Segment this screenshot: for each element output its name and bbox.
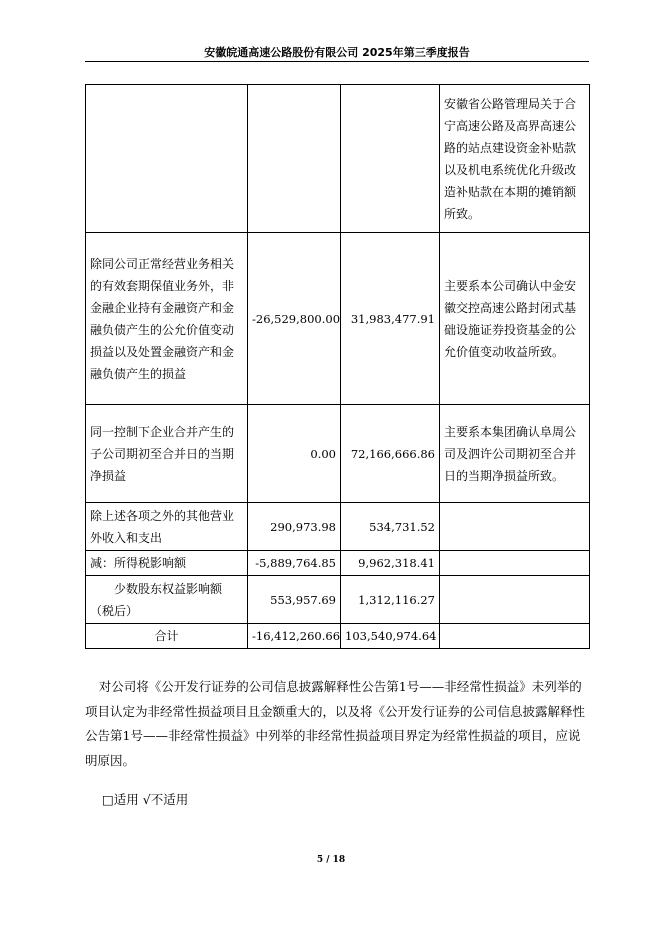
table-row: [86, 551, 590, 576]
page-header: 安徽皖通高速公路股份有限公司 2025年第三季度报告: [85, 44, 589, 62]
row-note: [440, 503, 590, 551]
row-value-ytd: 31,983,477.91: [341, 233, 440, 405]
row-label: 少数股东权益影响额（税后）: [86, 576, 248, 624]
row-note: 主要系本集团确认阜周公司及泗许公司期初至合并日的当期净损益所致。: [440, 405, 590, 503]
explanation-paragraph: 对公司将《公开发行证券的公司信息披露解释性公告第1号——非经常性损益》未列举的项目认定为非经常性损益项目且金额重大的，以及将《公开发行证券的公司信息披露解释性公告第1号——非经常性损益》中列举的非经常性损益项目界定为经常性损益的项目，应说明原因。: [85, 679, 586, 768]
row-value-current: -16,412,260.66: [248, 624, 341, 649]
row-value-ytd: 1,312,116.27: [341, 576, 440, 624]
table-row: [86, 503, 590, 551]
row-value-ytd: 9,962,318.41: [341, 551, 440, 576]
table-row: [86, 576, 590, 624]
row-value-current: 290,973.98: [248, 503, 341, 551]
row-value-ytd: 72,166,666.86: [341, 405, 440, 503]
table-row: [86, 233, 590, 405]
table-row: [86, 85, 590, 233]
row-value-current: -5,889,764.85: [248, 551, 341, 576]
row-label-total: 合计: [86, 624, 248, 649]
table-row: [86, 405, 590, 503]
row-note: [440, 551, 590, 576]
row-label: 除上述各项之外的其他营业外收入和支出: [86, 503, 248, 551]
row-note: [440, 576, 590, 624]
row-note: [440, 624, 590, 649]
non-recurring-gains-table: [85, 84, 590, 649]
row-value-current: 0.00: [248, 405, 341, 503]
row-value-ytd: 103,540,974.64: [341, 624, 440, 649]
row-note: 主要系本公司确认中金安徽交控高速公路封闭式基础设施证券投资基金的公允价值变动收益所致。: [440, 233, 590, 405]
row-value-ytd: [341, 85, 440, 233]
row-value-ytd: 534,731.52: [341, 503, 440, 551]
applicability-option: □适用 √不适用: [102, 792, 189, 807]
row-label: 除同公司正常经营业务相关的有效套期保值业务外，非金融企业持有金融资产和金融负债产生的公允价值变动损益以及处置金融资产和金融负债产生的损益: [86, 233, 248, 405]
table-row: [86, 624, 590, 649]
row-label: 减：所得税影响额: [86, 551, 248, 576]
row-value-current: -26,529,800.00: [248, 233, 341, 405]
page-number: 5 / 18: [316, 855, 346, 865]
row-note: 安徽省公路管理局关于合宁高速公路及高界高速公路的站点建设资金补贴款以及机电系统优化升级改造补贴款在本期的摊销额所致。: [440, 85, 590, 233]
row-label: [86, 85, 248, 233]
row-value-current: [248, 85, 341, 233]
row-value-current: 553,957.69: [248, 576, 341, 624]
row-label: 同一控制下企业合并产生的子公司期初至合并日的当期净损益: [86, 405, 248, 503]
